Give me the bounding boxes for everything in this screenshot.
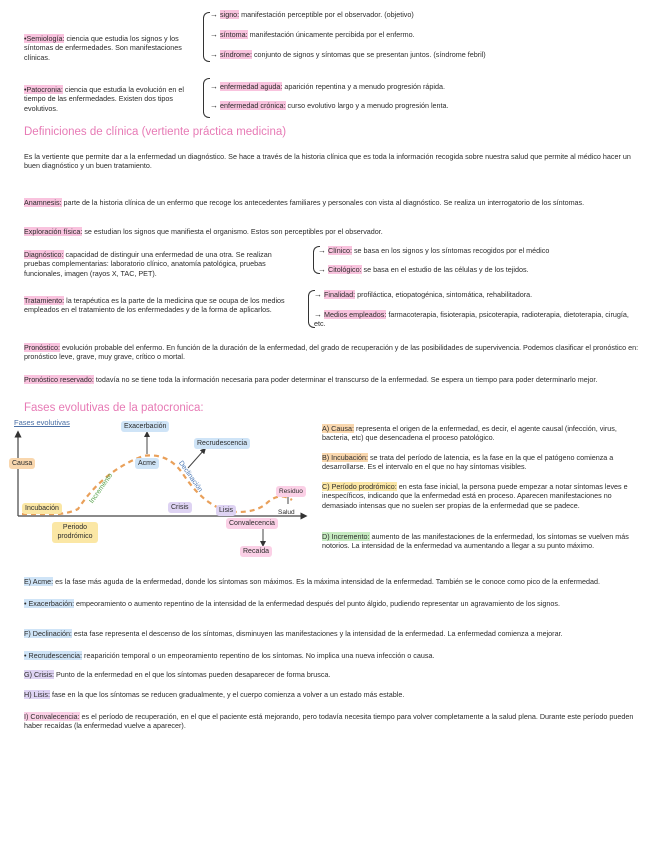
fases-title: Fases evolutivas de la patocronica: xyxy=(24,402,204,414)
definiciones-intro: Es la vertiente que permite dar a la enfermedad un diagnóstico. Se hace a través de la historia clínica que es toda la información recogida sobre nuestra salud que permite al médico hacer un buen diagnóstico y un buen tratamiento. xyxy=(24,152,631,171)
semiologia-item: → signo: manifestación perceptible por el observador. (objetivo) xyxy=(210,10,414,19)
fase-recrudescencia: • Recrudescencia: reaparición temporal o un empeoramiento repentino de los síntomas. No implica una nueva infección o causa. xyxy=(24,651,435,660)
label-lisis: Lisis xyxy=(216,505,236,516)
diagram-title: Fases evolutivas xyxy=(14,418,70,427)
fase-lisis: H) Lisis: fase en la que los síntomas se reducen gradualmente, y el cuerpo comienza a volver a un estado más estable. xyxy=(24,690,405,699)
label-incubacion: Incubación xyxy=(22,503,62,514)
patocronia-item: → enfermedad aguda: aparición repentina y a menudo progresión rápida. xyxy=(210,82,445,91)
label-declinacion: Declinación xyxy=(177,459,204,494)
patocronia-item: → enfermedad crónica: curso evolutivo largo y a menudo progresión lenta. xyxy=(210,101,449,110)
exploracion-definition: Exploración física: se estudian los signos que manifiesta el organismo. Estos son perceptibles por el observador. xyxy=(24,227,383,236)
fase-acme: E) Acme: es la fase más aguda de la enfermedad, donde los síntomas son máximos. Es la máxima intensidad de la enfermedad. También se le conoce como pico de la enfermedad. xyxy=(24,577,600,586)
fase-prodromico: C) Período prodrómico: en esta fase inicial, la persona puede empezar a notar síntomas leves e inespecíficos, indicando que la enfermedad está en proceso. Aparecen manifestaciones no demasiado intensas que no suelen ser propias de la enfermedad que se padece. xyxy=(322,482,628,510)
semiologia-text: ciencia que estudia los signos y los síntomas de enfermedades. Son manifestaciones clínicas. xyxy=(24,34,182,62)
anamnesis-definition: Anamnesis: parte de la historia clínica de un enfermo que recoge los antecedentes familiares y personales con vista al diagnóstico. Se realiza un interrogatorio de los síntomas. xyxy=(24,198,585,207)
pronostico-definition: Pronóstico: evolución probable del enfermo. En función de la duración de la enfermedad, del grado de recuperación y de las posibilidades de supervivencia. Podemos clasificar el pronóstico en: pronóstico leve, grave, muy grave, crítico o mortal. xyxy=(24,343,639,362)
label-exacerbacion: Exacerbación xyxy=(121,421,169,432)
semiologia-item: → síndrome: conjunto de signos y síntomas que se presentan juntos. (síndrome febril) xyxy=(210,50,486,59)
fases-diagram xyxy=(8,416,308,566)
label-recrudescencia: Recrudescencia xyxy=(194,438,250,449)
tratamiento-definition: Tratamiento: la terapéutica es la parte de la medicina que se ocupa de los medios empleados en el tratamiento de los enfermedades y de la forma de aplicarlos. xyxy=(24,296,285,315)
fase-declinacion: F) Declinación: esta fase representa el descenso de los síntomas, disminuyen las manifestaciones y la intensidad de la enfermedad. La enfermedad comienza a mejorar. xyxy=(24,629,563,638)
tratamiento-item: → Finalidad: profiláctica, etiopatogénica, sintomática, rehabilitadora. xyxy=(314,290,533,299)
label-salud: Salud xyxy=(278,509,295,516)
recrudescencia-arrow xyxy=(188,450,204,468)
patocronia-brace xyxy=(203,78,210,118)
label-incremento: Incremento xyxy=(88,472,115,505)
definiciones-title: Definiciones de clínica (vertiente práctica medicina) xyxy=(24,126,287,138)
label-causa: Causa xyxy=(9,458,35,469)
fase-exacerbacion: • Exacerbación: empeoramiento o aumento repentino de la intensidad de la enfermedad después del punto álgido, pudiendo representar un agravamiento de los signos. xyxy=(24,599,560,608)
diagnostico-item: → Clínico: se basa en los signos y los síntomas recogidos por el médico xyxy=(318,246,550,255)
fase-crisis: G) Crisis: Punto de la enfermedad en el que los síntomas pueden desaparecer de forma brusca. xyxy=(24,670,331,679)
patocronia-definition: •Patocronia: ciencia que estudia la evolución en el tiempo de las enfermedades. Existen dos tipos evolutivos. xyxy=(24,85,184,113)
fases-diagram-svg xyxy=(8,416,308,566)
semiologia-definition xyxy=(24,34,200,62)
pronostico-reservado-definition: Pronóstico reservado: todavía no se tiene toda la información necesaria para poder determinar el transcurso de la enfermedad. Se espera un tiempo para poder determinarlo mejor. xyxy=(24,375,598,384)
semiologia-brace xyxy=(203,12,210,62)
fase-causa: A) Causa: representa el origen de la enfermedad, es decir, el agente causal (infección, virus, bacteria, etc) que desencadena el proceso patológico. xyxy=(322,424,617,443)
label-convalecencia: Convalecencia xyxy=(226,518,278,529)
fase-incubacion: B) Incubación: se trata del período de latencia, es la fase en la que el patógeno comienza a desarrollarse. Es el intervalo en el que no hay síntomas visibles. xyxy=(322,453,614,472)
semiologia-term: •Semiología: xyxy=(24,34,65,43)
diagnostico-item: → Citológico: se basa en el estudio de las células y de los tejidos. xyxy=(318,265,529,274)
label-periodo-prodromico: Periodo prodrómico xyxy=(52,522,98,543)
fase-incremento: D) Incremento: aumento de las manifestaciones de la enfermedad, los síntomas se vuelven más notorios. La intensidad de la enfermedad va aumentando a llegar a su punto máximo. xyxy=(322,532,629,551)
label-crisis: Crisis xyxy=(168,502,192,513)
diagnostico-definition: Diagnóstico: capacidad de distinguir una enfermedad de una otra. Se realizan pruebas complementarias: laboratorio clínico, anatomía patológica, pruebas funcionales, imagen (rayos X, TAC, PET). xyxy=(24,250,272,278)
semiologia-item: → síntoma: manifestación únicamente percibida por el enfermo. xyxy=(210,30,415,39)
label-acme: Acme xyxy=(135,458,159,469)
fase-convalecencia: I) Convalecencia: es el período de recuperación, en el que el paciente está mejorando, pero todavía necesita tiempo para volver completamente a la salud plena. Durante este período pueden haber recaídas (la enfermedad vuelve a aparecer). xyxy=(24,712,634,731)
tratamiento-item: → Medios empleados: farmacoterapia, fisioterapia, psicoterapia, radioterapia, dietoterapia, cirugía, etc. xyxy=(314,310,629,329)
label-recaida: Recaída xyxy=(240,546,272,557)
label-residuo: Residuo xyxy=(276,486,306,497)
